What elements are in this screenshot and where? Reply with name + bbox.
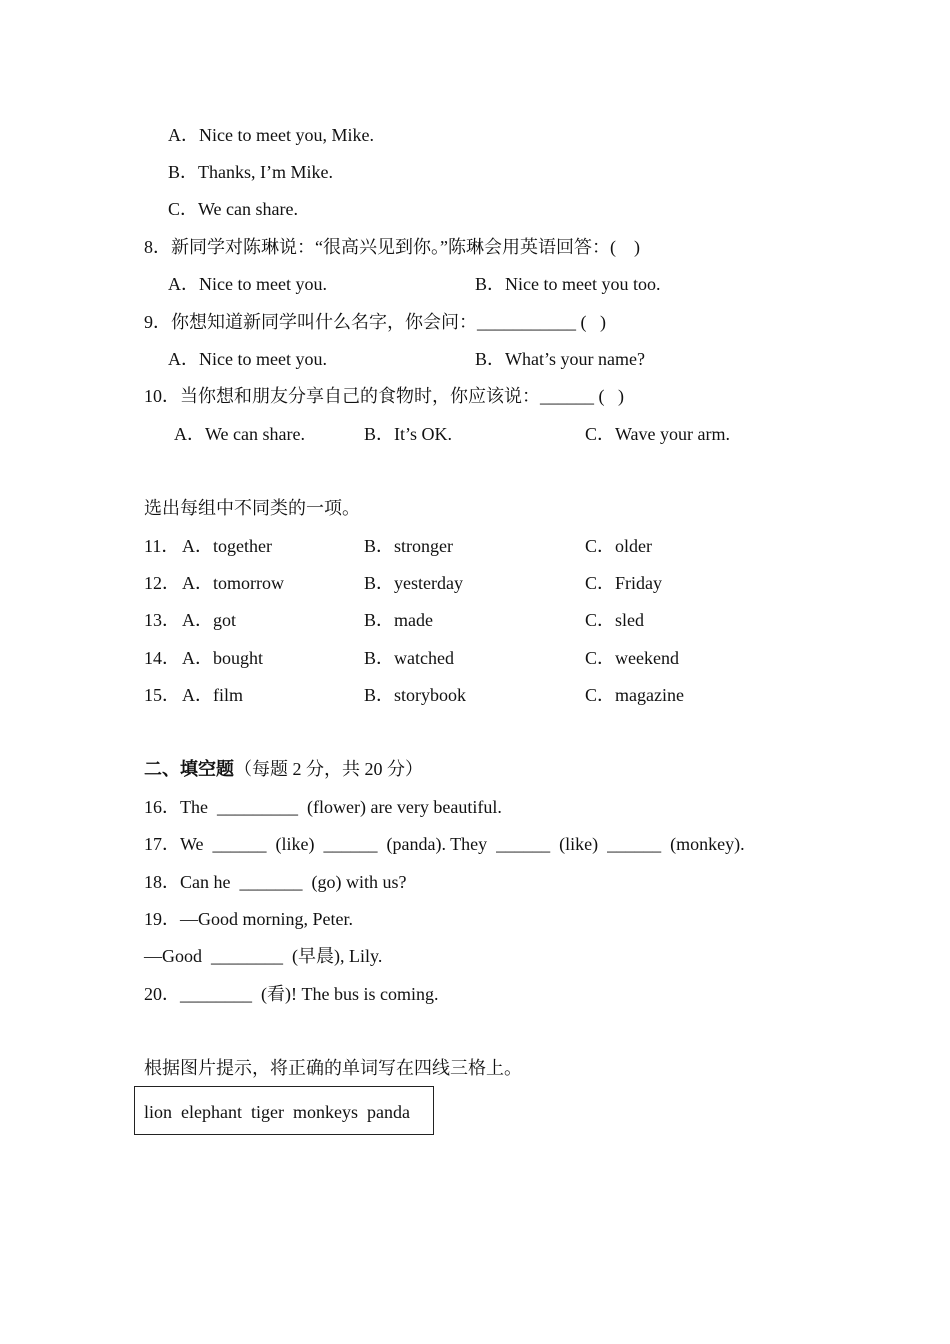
q17-line: 17．We ______ (like) ______ (panda). They ______ (like) ______ (monkey). [144, 834, 745, 854]
q12-option-c: C．Friday [585, 573, 663, 593]
q10-option-a: A．We can share. [174, 424, 305, 444]
fill-section-score-note: （每题 2 分，共 20 分） [234, 759, 423, 779]
q11-option-c: C．older [585, 536, 652, 556]
fill-section-title: 二、填空题 [144, 759, 234, 779]
q15-number: 15． [144, 685, 180, 705]
q9-stem: 9．你想知道新同学叫什么名字，你会问：___________ ( ) [144, 312, 606, 332]
q8-option-a: A．Nice to meet you. [168, 274, 327, 294]
q11-option-b: B．stronger [364, 536, 453, 556]
q20-line: 20．________ (看)! The bus is coming. [144, 984, 439, 1004]
q12-number: 12． [144, 573, 180, 593]
q12-option-b: B．yesterday [364, 573, 463, 593]
q13-option-c: C．sled [585, 610, 645, 630]
word-section-instruction: 根据图片提示，将正确的单词写在四线三格上。 [144, 1058, 522, 1078]
q14-option-b: B．watched [364, 648, 454, 668]
q10-option-b: B．It’s OK. [364, 424, 453, 444]
word-bank-text: lion elephant tiger monkeys panda [144, 1102, 410, 1122]
q7-option-b: B．Thanks, I’m Mike. [168, 162, 333, 182]
q14-option-c: C．weekend [585, 648, 679, 668]
q10-stem: 10．当你想和朋友分享自己的食物时，你应该说：______ ( ) [144, 386, 624, 406]
q7-option-c: C．We can share. [168, 199, 298, 219]
q19-line-answer: —Good ________ (早晨), Lily. [144, 946, 383, 966]
q9-option-b: B．What’s your name? [475, 349, 645, 369]
q13-number: 13． [144, 610, 180, 630]
q7-option-a: A．Nice to meet you, Mike. [168, 125, 374, 145]
q8-stem: 8．新同学对陈琳说：“很高兴见到你。”陈琳会用英语回答：( ) [144, 237, 640, 257]
fill-section-heading [144, 758, 423, 780]
q19-line-question: 19．—Good morning, Peter. [144, 909, 353, 929]
q12-option-a: A．tomorrow [182, 573, 284, 593]
q15-option-b: B．storybook [364, 685, 467, 705]
word-bank-box [134, 1086, 434, 1135]
q15-option-a: A．film [182, 685, 243, 705]
q14-option-a: A．bought [182, 648, 263, 668]
q11-option-a: A．together [182, 536, 272, 556]
q9-option-a: A．Nice to meet you. [168, 349, 327, 369]
q16-line: 16．The _________ (flower) are very beautiful. [144, 797, 502, 817]
q13-option-a: A．got [182, 610, 236, 630]
q14-number: 14． [144, 648, 180, 668]
q11-number: 11． [144, 536, 180, 556]
odd-one-out-instruction: 选出每组中不同类的一项。 [144, 498, 360, 518]
q15-option-c: C．magazine [585, 685, 684, 705]
q8-option-b: B．Nice to meet you too. [475, 274, 661, 294]
q10-option-c: C．Wave your arm. [585, 424, 731, 444]
q18-line: 18．Can he _______ (go) with us? [144, 872, 407, 892]
q13-option-b: B．made [364, 610, 433, 630]
